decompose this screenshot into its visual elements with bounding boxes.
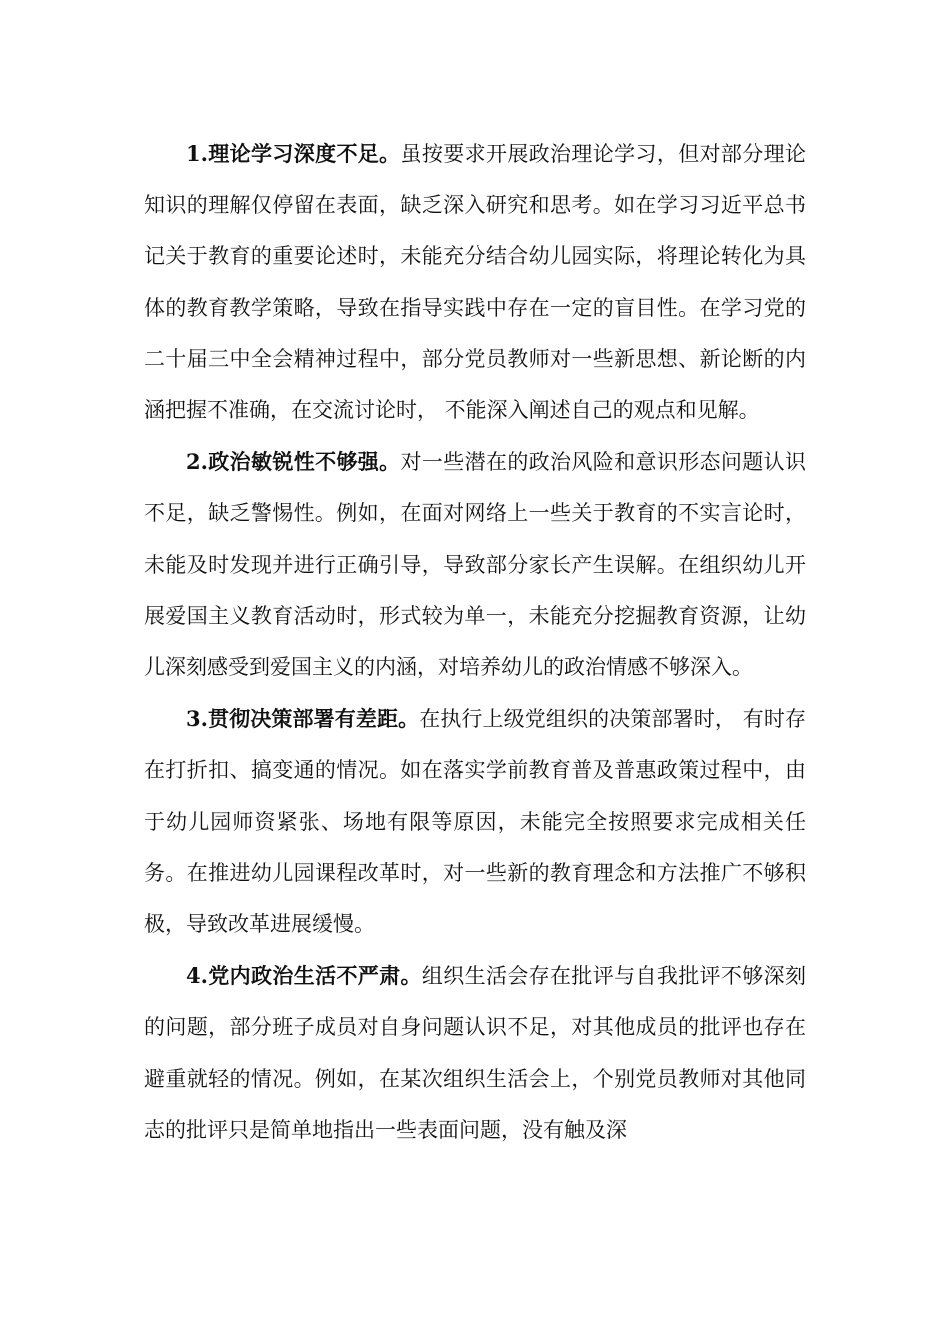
paragraph-heading: 1.理论学习深度不足。 xyxy=(186,141,401,166)
paragraph-4 xyxy=(144,950,806,1156)
document-page xyxy=(144,128,806,1156)
paragraph-2 xyxy=(144,436,806,693)
paragraph-heading: 4.党内政治生活不严肃。 xyxy=(186,963,422,989)
paragraph-body: 对一些潜在的政治风险和意识形态问题认识不足，缺乏警惕性。例如，在面对网络上一些关于教育的不实言论时，未能及时发现并进行正确引导，导致部分家长产生误解。在组织幼儿开展爱国主义教育活动时，形式较为单一，未能充分挖掘教育资源，让幼儿深刻感受到爱国主义的内涵，对培养幼儿的政治情感不够深入。 xyxy=(144,450,806,680)
paragraph-heading: 2.政治敏锐性不够强。 xyxy=(186,449,401,475)
paragraph-1 xyxy=(144,128,806,436)
paragraph-heading: 3.贯彻决策部署有差距。 xyxy=(186,706,420,732)
paragraph-body: 虽按要求开展政治理论学习，但对部分理论知识的理解仅停留在表面，缺乏深入研究和思考。如在学习习近平总书记关于教育的重要论述时，未能充分结合幼儿园实际，将理论转化为具体的教育教学策略，导致在指导实践中存在一定的盲目性。在学习党的二十届三中全会精神过程中，部分党员教师对一些新思想、新论断的内涵把握不准确，在交流讨论时， 不能深入阐述自己的观点和见解。 xyxy=(144,142,806,423)
paragraph-body: 组织生活会存在批评与自我批评不够深刻的问题，部分班子成员对自身问题认识不足，对其他成员的批评也存在避重就轻的情况。例如，在某次组织生活会上，个别党员教师对其他同志的批评只是简单地指出一些表面问题，没有触及深 xyxy=(144,964,806,1142)
paragraph-3 xyxy=(144,693,806,950)
paragraph-body: 在执行上级党组织的决策部署时， 有时存在打折扣、搞变通的情况。如在落实学前教育普及普惠政策过程中，由于幼儿园师资紧张、场地有限等原因，未能完全按照要求完成相关任务。在推进幼儿园课程改革时，对一些新的教育理念和方法推广不够积极，导致改革进展缓慢。 xyxy=(144,707,806,937)
